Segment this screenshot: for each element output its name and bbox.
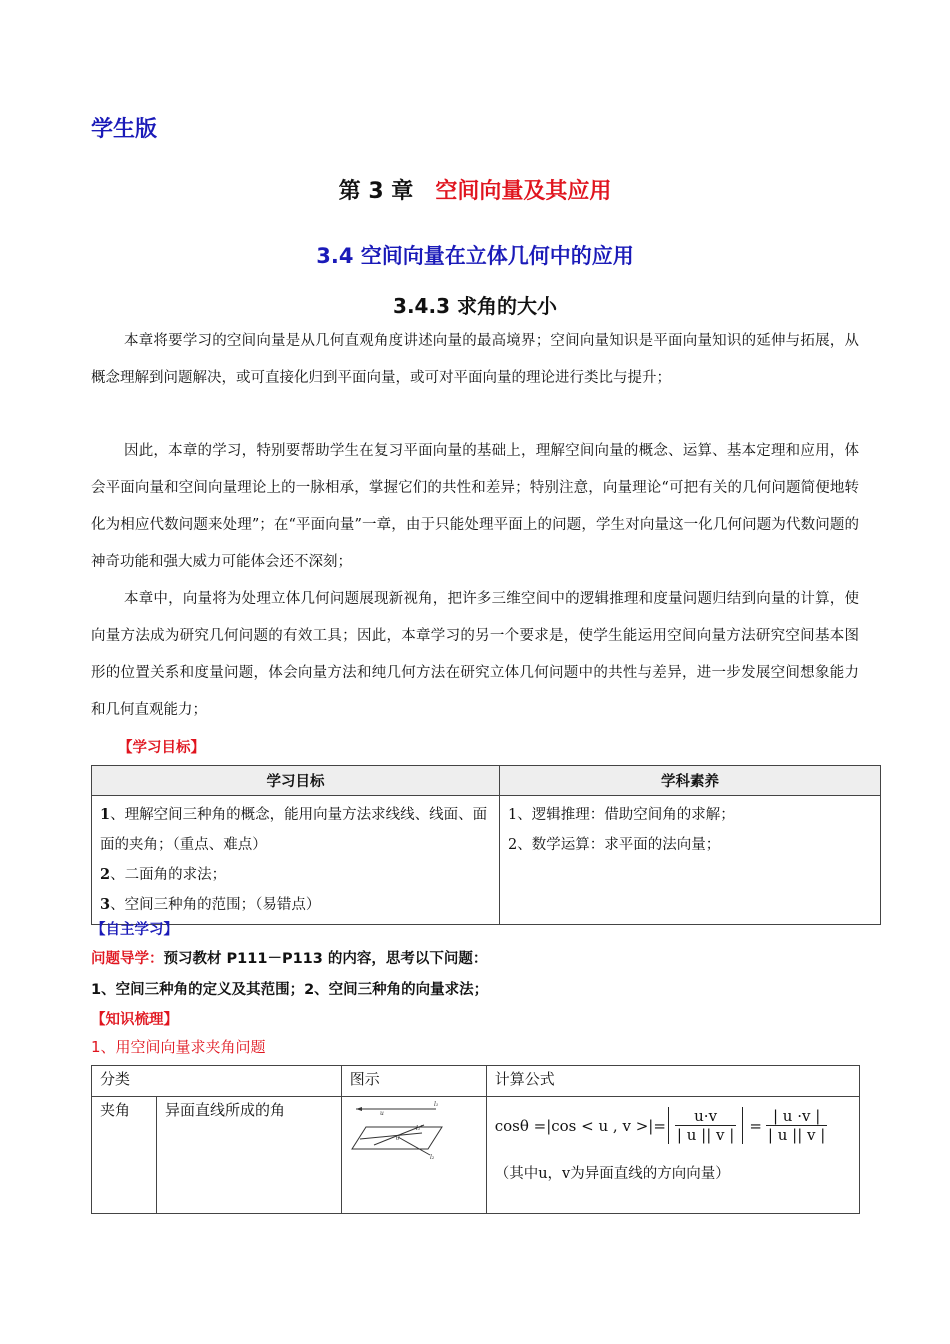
header-formula: 计算公式 <box>486 1066 859 1097</box>
chapter-name: 空间向量及其应用 <box>435 179 612 204</box>
guide-line <box>91 947 487 968</box>
goals-table <box>91 765 881 925</box>
rhs-numerator: | u ·v | <box>766 1107 827 1126</box>
svg-text:l₂: l₂ <box>429 1154 435 1161</box>
intro-paragraph-3: 本章中，向量将为处理立体几何问题展现新视角，把许多三维空间中的逻辑推理和度量问题归结到向量的计算，使向量方法成为研究几何问题的有效工具；因此，本章学习的另一个要求是，使学生能运用空间向量方法研究空间基本图形的位置关系和度量问题，体会向量方法和纯几何方法在研究立体几何问题中的共性与差异，进一步发展空间想象能力和几何直观能力； <box>91 591 859 718</box>
edition-label: 学生版 <box>91 117 158 142</box>
formula: cosθ =|cos < u , v >|= $\frac{u\cdot v}{| u || v |}$ = $\frac{| u \cdot v |}{| u || v |}$ <box>494 1107 826 1144</box>
goals-header: 学习目标 <box>92 766 500 796</box>
questions-line: 1、空间三种角的定义及其范围；2、空间三种角的向量求法； <box>91 982 489 998</box>
fraction-numerator: u·v <box>675 1107 736 1126</box>
svg-text:l₁': l₁' <box>415 1125 422 1132</box>
svg-text:θ: θ <box>395 1135 400 1142</box>
subsection-title: 3.4.3 求角的大小 <box>393 294 557 318</box>
cell-formula <box>486 1097 859 1214</box>
guide-label: 问题导学： <box>91 951 164 967</box>
rhs-denominator: | u || v | <box>767 1126 826 1144</box>
intro-paragraph-1: 本章将要学习的空间向量是从几何直观角度讲述向量的最高境界；空间向量知识是平面向量知识的延伸与拓展，从概念理解到问题解决，或可直接化归到平面向量，或可对平面向量的理论进行类比与提升； <box>91 333 859 386</box>
chapter-number: 第 3 章 <box>338 179 414 204</box>
subtopic-title: 1、用空间向量求夹角问题 <box>91 1038 266 1056</box>
svg-text:u: u <box>379 1110 384 1117</box>
angle-table <box>91 1065 860 1214</box>
formula-abs-fraction <box>668 1107 743 1144</box>
literacy-item: 2、数学运算：求平面的法向量； <box>508 837 721 853</box>
header-category: 分类 <box>92 1066 342 1097</box>
literacy-cell <box>500 796 881 925</box>
fraction-denominator: | u || v | <box>676 1126 735 1144</box>
svg-text:l₁: l₁ <box>433 1101 439 1108</box>
section-title: 3.4 空间向量在立体几何中的应用 <box>316 244 634 268</box>
chapter-title <box>0 174 950 205</box>
skew-lines-diagram <box>350 1099 446 1163</box>
formula-lhs: cosθ =|cos < u , v >|= <box>494 1116 666 1135</box>
self-study-label: 【自主学习】 <box>91 922 178 938</box>
literacy-header: 学科素养 <box>500 766 881 796</box>
literacy-item: 1、逻辑推理：借助空间角的求解； <box>508 807 735 823</box>
goal-item: 1、理解空间三种角的概念，能用向量方法求线线、线面、面面的夹角；（重点、难点） <box>100 806 488 853</box>
guide-text: 预习教材 P111－P113 的内容，思考以下问题： <box>163 951 488 967</box>
cell-type: 异面直线所成的角 <box>157 1097 342 1214</box>
goal-item: 3、空间三种角的范围；（易错点） <box>100 896 321 913</box>
formula-note: （其中u，v为异面直线的方向向量） <box>494 1166 730 1182</box>
cell-figure <box>341 1097 486 1214</box>
formula-rhs-fraction <box>766 1107 827 1144</box>
goals-label: 【学习目标】 <box>118 740 205 756</box>
header-figure: 图示 <box>341 1066 486 1097</box>
goal-item: 2、二面角的求法； <box>100 866 227 883</box>
cell-category: 夹角 <box>92 1097 157 1214</box>
goals-cell <box>92 796 500 925</box>
knowledge-label: 【知识梳理】 <box>91 1012 178 1028</box>
intro-paragraph-2: 因此，本章的学习，特别要帮助学生在复习平面向量的基础上，理解空间向量的概念、运算、基本定理和应用，体会平面向量和空间向量理论上的一脉相承，掌握它们的共性和差异；特别注意，向量理论“可把有关的几何问题简便地转化为相应代数问题来处理”；在“平面向量”一章，由于只能处理平面上的问题，学生对向量这一化几何问题为代数问题的神奇功能和强大威力可能体会还不深刻； <box>91 443 859 570</box>
